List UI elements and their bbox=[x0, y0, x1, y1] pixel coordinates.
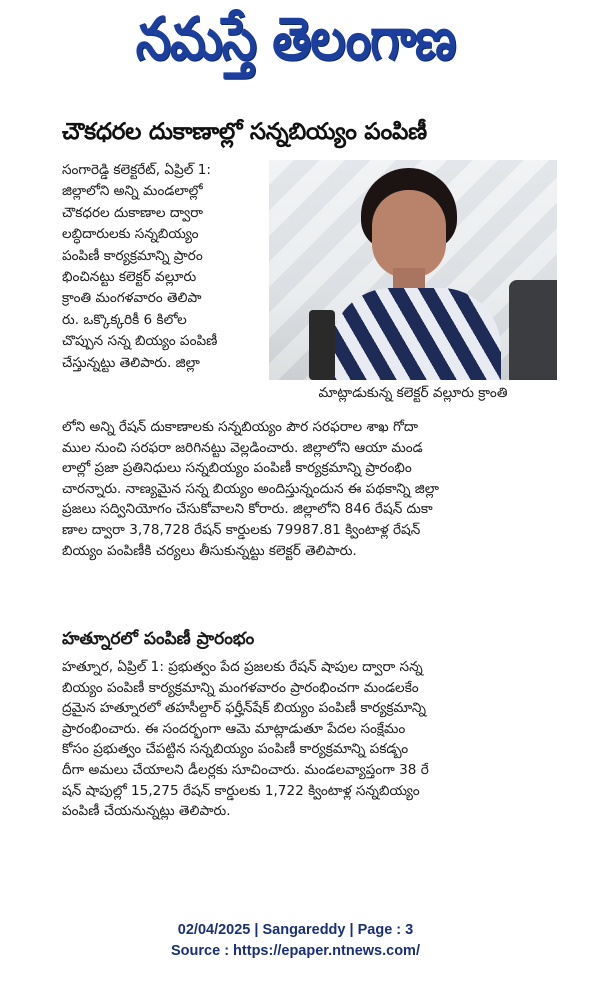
text-line: పంపిణీ కార్యక్రమాన్ని ప్రారం bbox=[62, 247, 203, 264]
text-line: లాల్లో ప్రజా ప్రతినిధులు సన్నబియ్యం పంపిణీ కార్యక్రమాన్ని ప్రారంభిం bbox=[62, 460, 412, 477]
text-line: పంపిణీ చేయనున్నట్లు తెలిపారు. bbox=[62, 803, 231, 820]
text-line: చొప్పున సన్న బియ్యం పంపిణీ bbox=[62, 333, 218, 350]
text-line: ముల నుంచి సరఫరా జరిగినట్టు వెల్లడించారు. జిల్లాలోని ఆయా మండ bbox=[62, 439, 423, 456]
masthead-title: నమస్తే తెలంగాణ bbox=[135, 4, 456, 73]
headline: చౌకధరల దుకాణాల్లో సన్నబియ్యం పంపిణీ bbox=[62, 119, 427, 145]
text-line: హత్నూర, ఏప్రిల్ 1: ప్రభుత్వం పేద ప్రజలకు రేషన్ షాపుల ద్వారా సన్న bbox=[62, 659, 423, 675]
text-line: రు. ఒక్కొక్కరికీ 6 కిలోల bbox=[62, 311, 187, 328]
text-line: క్రాంతి మంగళవారం తెలిపా bbox=[62, 290, 202, 307]
footer-source-line: Source : https://epaper.ntnews.com/ bbox=[171, 943, 420, 959]
text-line: చేస్తున్నట్టు తెలిపారు. జిల్లా bbox=[62, 354, 200, 371]
text-line: ప్రజలు సద్వినియోగం చేసుకోవాలని కోరారు. జిల్లాలోని 846 రేషన్ దుకా bbox=[62, 501, 433, 518]
footer bbox=[0, 920, 591, 962]
text-line: ద్రమైన హత్నూరలో తహసీల్దార్ ఫర్హీన్‌షేక్ బియ్యం పంపిణీ కార్యక్రమాన్ని bbox=[62, 700, 427, 717]
article-secondary bbox=[62, 657, 557, 822]
subheading: హత్నూరలో పంపిణీ ప్రారంభం bbox=[62, 629, 255, 649]
text-line: ప్రారంభించారు. ఈ సందర్భంగా ఆమె మాట్లాడుతూ పేదల సంక్షేమం bbox=[62, 720, 406, 737]
masthead bbox=[0, 0, 591, 92]
microphone-icon bbox=[309, 310, 335, 380]
photo-caption: మాట్లాడుకున్న కలెక్టర్ వల్లూరు క్రాంతి bbox=[318, 385, 508, 401]
text-line: లబ్ధిదారులకు సన్నబియ్యం bbox=[62, 226, 199, 243]
collector-photo bbox=[269, 160, 557, 380]
text-line: ణాల ద్వారా 3,78,728 రేషన్ కార్డులకు 79987.81 క్వింటాళ్ల రేషన్ bbox=[62, 521, 421, 538]
footer-date-line: 02/04/2025 | Sangareddy | Page : 3 bbox=[177, 922, 414, 938]
text-line: చారన్నారు. నాణ్యమైన సన్న బియ్యం అందిస్తున్నందున ఈ పథకాన్ని జిల్లా bbox=[62, 480, 439, 497]
text-line: కోసం ప్రభుత్వం చేపట్టిన సన్నబియ్యం పంపిణీ కార్యక్రమాన్ని పకడ్బం bbox=[62, 741, 409, 758]
full-width-text bbox=[62, 417, 557, 561]
narrow-column bbox=[62, 160, 264, 374]
text-line: భించినట్టు కలెక్టర్ వల్లూరు bbox=[62, 268, 197, 285]
text-line: షన్ షాపుల్లో 15,275 రేషన్ కార్డులకు 1,722 క్వింటాళ్ల సన్నబియ్యం bbox=[62, 782, 420, 799]
text-line: లోని అన్ని రేషన్ దుకాణాలకు సన్నబియ్యం పౌర సరఫరాల శాఖ గోదా bbox=[62, 419, 418, 435]
text-line: దీగా అమలు చేయాలని డీలర్లకు సూచించారు. మండలవ్యాప్తంగా 38 రే bbox=[62, 761, 429, 778]
text-line: బియ్యం పంపిణీ కార్యక్రమాన్ని మంగళవారం ప్రారంభించగా మండలకేం bbox=[62, 679, 419, 696]
text-line: బియ్యం పంపిణీకి చర్యలు తీసుకున్నట్టు కలెక్టర్ తెలిపారు. bbox=[62, 542, 357, 559]
text-line: చౌకధరల దుకాణాల ద్వారా bbox=[62, 204, 203, 221]
text-line: జిల్లాలోని అన్ని మండలాల్లో bbox=[62, 183, 203, 200]
text-line: సంగారెడ్డి కలెక్టరేట్, ఏప్రిల్ 1: bbox=[62, 162, 211, 178]
